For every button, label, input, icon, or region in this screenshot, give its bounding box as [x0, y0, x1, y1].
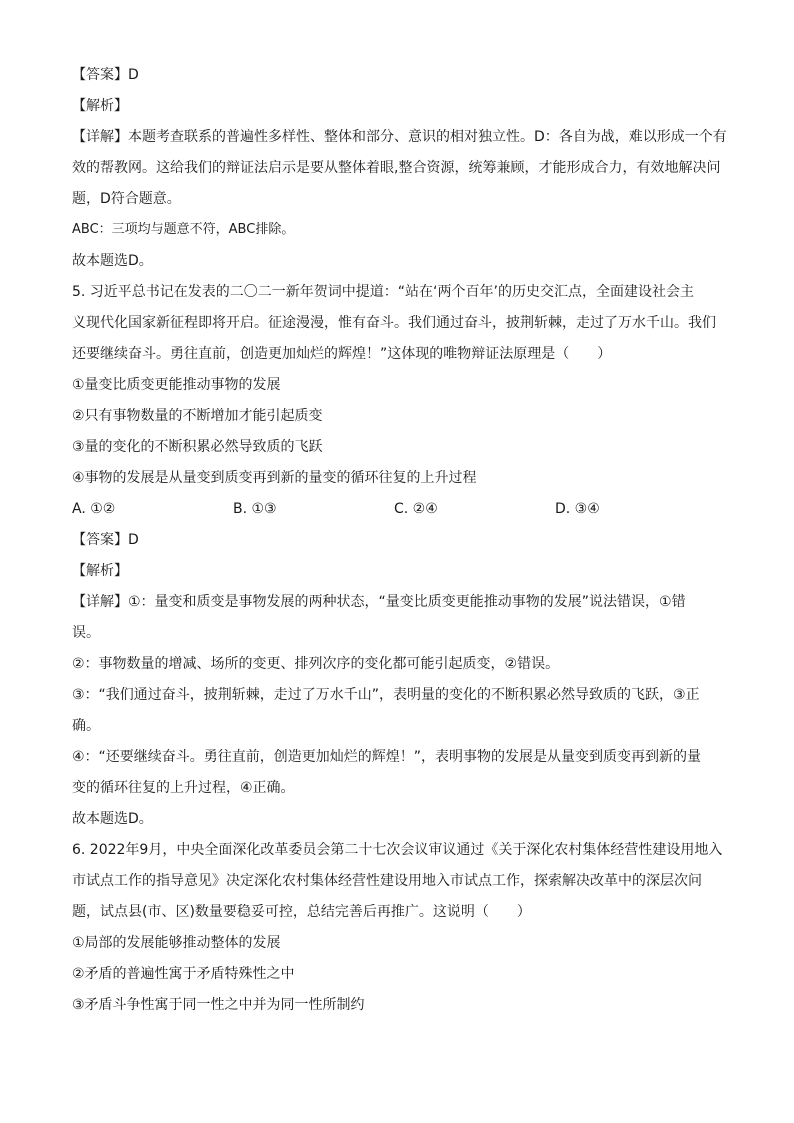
q6-statement: ③矛盾斗争性寓于同一性之中并为同一性所制约	[72, 997, 365, 1013]
q4-analysis-heading: 【解析】	[72, 98, 128, 114]
q5-option-b: B. ①③	[233, 501, 277, 517]
q4-conclusion: 故本题选D。	[72, 253, 153, 269]
q6-statement: ②矛盾的普遍性寓于矛盾特殊性之中	[72, 966, 295, 982]
q4-detail-line: 【详解】本题考查联系的普遍性多样性、整体和部分、意识的相对独立性。D：各自为战，难以形成一个有	[72, 129, 727, 145]
q5-detail-line: ④：“还要继续奋斗。勇往直前，创造更加灿烂的辉煌！”，表明事物的发展是从量变到质变再到新的量	[72, 749, 702, 765]
q5-option-d: D. ③④	[555, 501, 600, 517]
q6-stem-line: 题，试点县(市、区)数量要稳妥可控，总结完善后再推广。这说明（ ）	[72, 904, 531, 920]
q5-stem-line: 还要继续奋斗。勇往直前，创造更加灿烂的辉煌！”这体现的唯物辩证法原理是（ ）	[72, 346, 612, 362]
q5-analysis-heading: 【解析】	[72, 563, 128, 579]
q5-statement: ②只有事物数量的不断增加才能引起质变	[72, 408, 323, 424]
q4-answer: 【答案】D	[72, 67, 139, 83]
q6-statement: ①局部的发展能够推动整体的发展	[72, 935, 281, 951]
q5-detail-line: ③：“我们通过奋斗，披荆斩棘，走过了万水千山”，表明量的变化的不断积累必然导致质的飞跃，③正	[72, 687, 700, 703]
q5-detail-line: 变的循环往复的上升过程，④正确。	[72, 780, 295, 796]
document-page	[72, 62, 727, 1023]
q4-detail-line: 效的帮教网。这给我们的辩证法启示是要从整体着眼,整合资源，统筹兼顾，才能形成合力，有效地解决问	[72, 160, 721, 176]
q5-stem-line: 5. 习近平总书记在发表的二〇二一新年贺词中提道：“站在‘两个百年’的历史交汇点，全面建设社会主	[72, 284, 694, 300]
q5-option-c: C. ②④	[394, 501, 438, 517]
q5-options	[72, 496, 724, 522]
q5-detail-line: 误。	[72, 625, 100, 641]
q5-statement: ③量的变化的不断积累必然导致质的飞跃	[72, 439, 323, 455]
q5-option-a: A. ①②	[72, 501, 116, 517]
q5-detail-line: 【详解】①：量变和质变是事物发展的两种状态，“量变比质变更能推动事物的发展”说法错误，①错	[72, 594, 686, 610]
q5-detail-line: ②：事物数量的增减、场所的变更、排列次序的变化都可能引起质变，②错误。	[72, 656, 560, 672]
q5-statement: ①量变比质变更能推动事物的发展	[72, 377, 281, 393]
q5-detail-line: 确。	[72, 718, 100, 734]
q4-detail-line: ABC：三项均与题意不符，ABC排除。	[72, 222, 295, 237]
q5-answer: 【答案】D	[72, 532, 139, 548]
q6-stem-line: 6. 2022年9月，中央全面深化改革委员会第二十七次会议审议通过《关于深化农村集体经营性建设用地入	[72, 842, 723, 858]
q5-statement: ④事物的发展是从量变到质变再到新的量变的循环往复的上升过程	[72, 470, 477, 486]
q5-stem-line: 义现代化国家新征程即将开启。征途漫漫，惟有奋斗。我们通过奋斗，披荆斩棘，走过了万水千山。我们	[72, 315, 716, 331]
q6-stem-line: 市试点工作的指导意见》决定深化农村集体经营性建设用地入市试点工作，探索解决改革中的深层次问	[72, 873, 702, 889]
q4-detail-line: 题，D符合题意。	[72, 191, 181, 207]
q5-conclusion: 故本题选D。	[72, 811, 153, 827]
